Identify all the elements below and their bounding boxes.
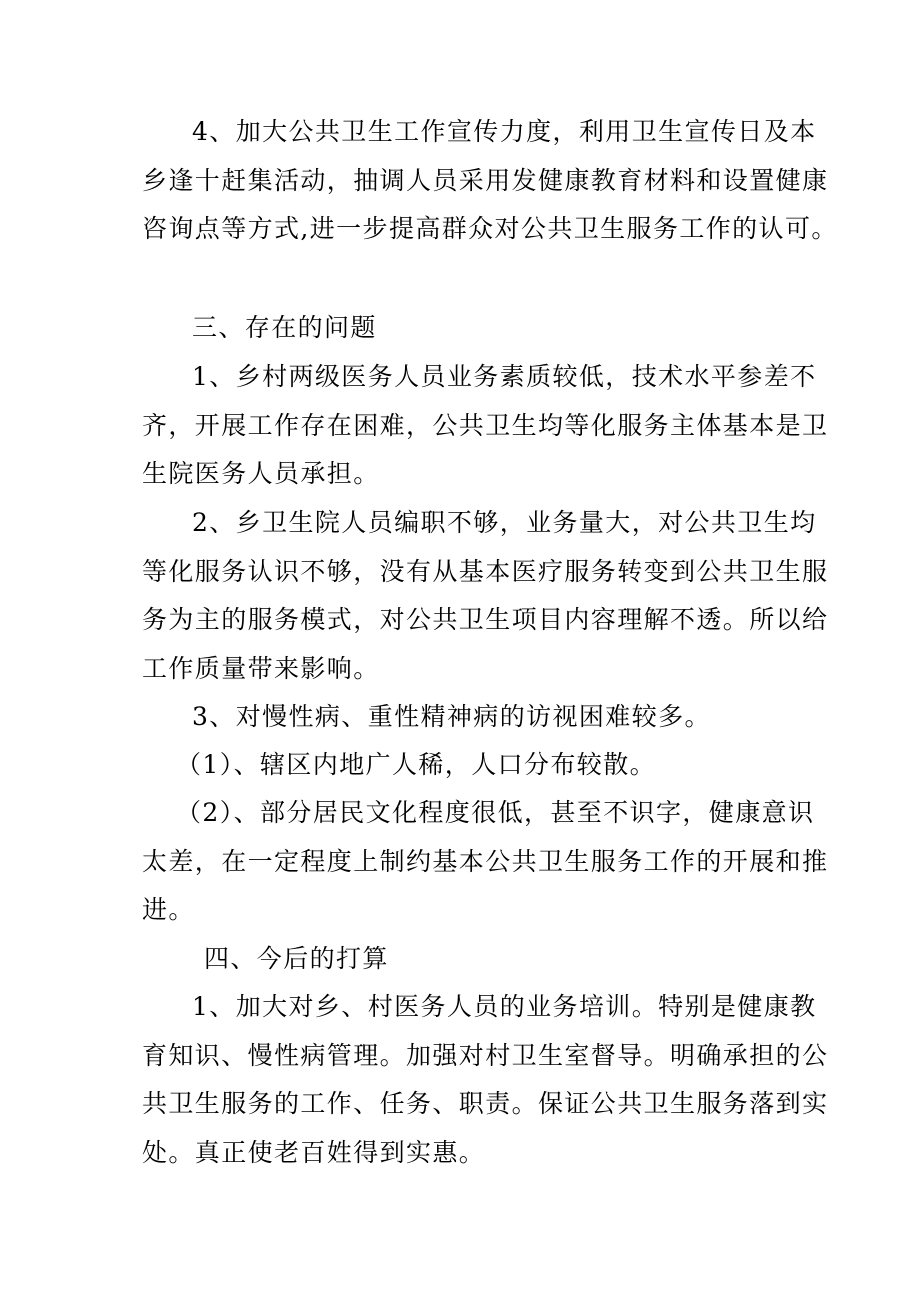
text-line: 共卫生服务的工作、任务、职责。保证公共卫生服务落到实 [142, 1089, 829, 1118]
text-line: 1、加大对乡、村医务人员的业务培训。特别是健康教 [192, 992, 817, 1021]
paragraph-plan-1 [142, 983, 829, 1177]
text-line: 2、乡卫生院人员编职不够，业务量大，对公共卫生均 [192, 508, 817, 537]
text-line: 工作质量带来影响。 [142, 653, 380, 683]
text-line: 处。真正使老百姓得到实惠。 [142, 1137, 486, 1167]
text-line: 齐，开展工作存在困难，公共卫生均等化服务主体基本是卫 [142, 410, 829, 440]
paragraph-problem-1 [142, 353, 829, 499]
text-line: 太差，在一定程度上制约基本公共卫生服务工作的开展和推 [142, 846, 829, 876]
text-line: 务为主的服务模式，对公共卫生项目内容理解不透。所以给 [142, 605, 829, 634]
text-line: 进。 [142, 895, 195, 924]
text-line: 生院医务人员承担。 [142, 459, 380, 488]
paragraph-subpoint-1 [142, 741, 782, 790]
text-line: 咨询点等方式,进一步提高群众对公共卫生服务工作的认可。 [142, 214, 838, 243]
paragraph-subpoint-2 [142, 789, 829, 935]
text-line: 1、乡村两级医务人员业务素质较低，技术水平参差不 [192, 362, 817, 391]
paragraph-publicity [142, 108, 838, 254]
paragraph-problem-2 [142, 499, 829, 693]
text-line: （1）、辖区内地广人稀，人口分布较散。 [176, 750, 657, 779]
text-line: 4、加大公共卫生工作宣传力度，利用卫生宣传日及本 [192, 117, 817, 146]
text-line: 等化服务认识不够，没有从基本医疗服务转变到公共卫生服 [142, 556, 829, 586]
text-line: 3、对慢性病、重性精神病的访视困难较多。 [192, 702, 711, 731]
section-heading-plans: 四、今后的打算 [204, 944, 389, 973]
section-heading-problems: 三、存在的问题 [192, 313, 377, 342]
text-line: 育知识、慢性病管理。加强对村卫生室督导。明确承担的公 [142, 1040, 829, 1070]
text-line: 乡逢十赶集活动，抽调人员采用发健康教育材料和设置健康 [142, 165, 829, 195]
text-line: （2）、部分居民文化程度很低，甚至不识字，健康意识 [176, 798, 815, 827]
paragraph-problem-3 [142, 693, 782, 742]
